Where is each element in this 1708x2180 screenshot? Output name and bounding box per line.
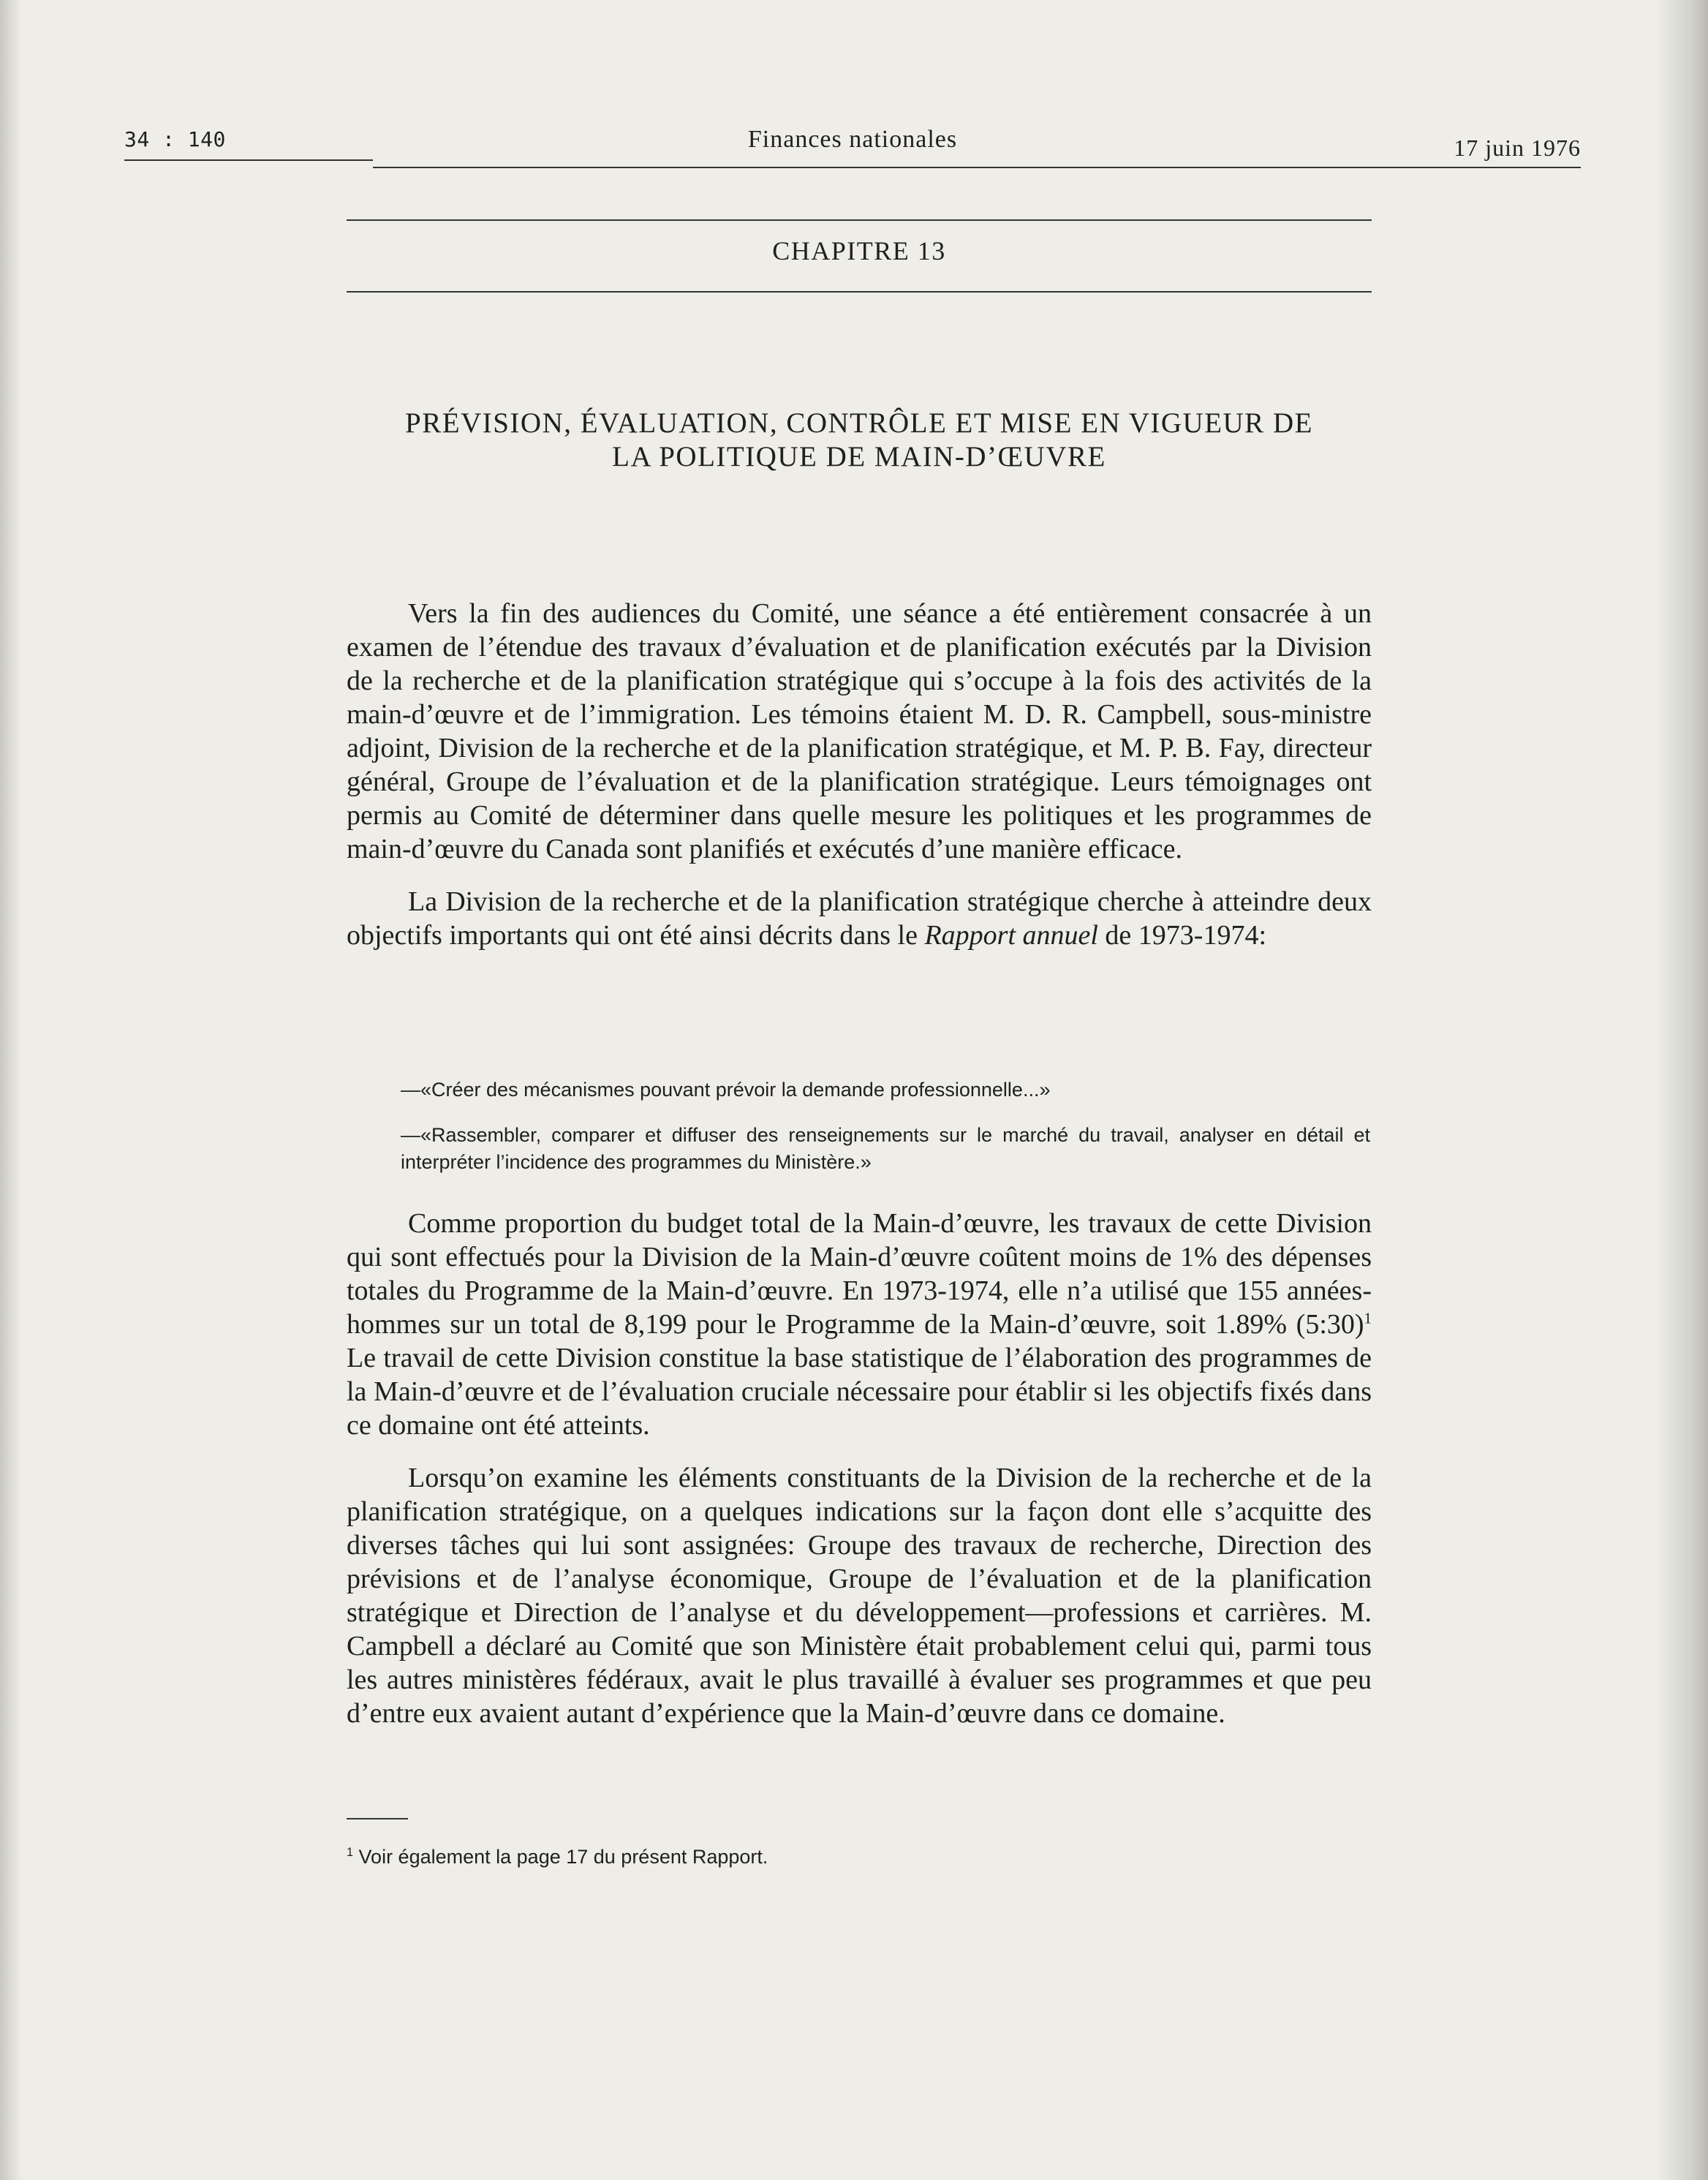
footnote-marker: 1 [347,1846,354,1859]
header-rule-long [373,167,1581,168]
page-right-edge-shadow [1657,0,1708,2180]
chapter-title [347,407,1372,474]
paragraph-2-text-start: La Division de la recherche et de la planification stratégique cherche à atteindre deux objectifs importants qui ont été ainsi décrits dans le [347,886,1372,951]
page-left-edge-shadow [0,0,22,2180]
report-title-italic: Rapport annuel [924,920,1098,951]
running-header [124,124,1581,171]
chapter-label: CHAPITRE 13 [772,236,946,265]
paragraph-3-text-end: Le travail de cette Division constitue la base statistique de l’élaboration des programmes de la Main-d’œuvre et de l’évaluation cruciale nécessaire pour établir si les objectifs fixés dans ce domaine ont été atteints. [347,1343,1372,1441]
body-section-2 [347,1207,1372,1749]
paragraph-1: Vers la fin des audiences du Comité, une séance a été entièrement consacrée à un examen de l’étendue des travaux d’évaluation et de planification exécutés par la Division de la recherche et de la planification stratégique qui s’occupe à la fois des activités de la main-d’œuvre et de l’immigration. Les témoins étaient M. D. R. Campbell, sous-ministre adjoint, Division de la recherche et de la planification stratégique, et M. P. B. Fay, directeur général, Groupe de l’évaluation et de la planification stratégique. Leurs témoignages ont permis au Comité de déterminer dans quelle mesure les politiques et les programmes de main-d’œuvre du Canada sont planifiés et exécutés d’une manière efficace. [347,598,1372,864]
paragraph-3 [347,1207,1372,1442]
quote-2: —«Rassembler, comparer et diffuser des renseignements sur le marché du travail, analyser en détail et interpréter l’incidence des programmes du Ministère.» [401,1124,1370,1173]
footnote [347,1846,768,1868]
paragraph-4: Lorsqu’on examine les éléments constituants de la Division de la recherche et de la planification stratégique, on a quelques indications sur la façon dont elle s’acquitte des diverses tâches qui lui sont assignées: Groupe des travaux de recherche, Direction des prévisions et de l’analyse économique, Groupe de l’évaluation et de la planification stratégique et Direction de l’analyse et du développement—professions et carrières. M. Campbell a déclaré au Comité que son Ministère était probablement celui qui, parmi tous les autres ministères fédéraux, avait le plus travaillé à évaluer ses programmes et que peu d’entre eux avaient autant d’expérience que la Main-d’œuvre dans ce domaine. [347,1463,1372,1729]
body-section-1 [347,597,1372,971]
chapter-title-line-2: LA POLITIQUE DE MAIN-D’ŒUVRE [612,441,1106,472]
page-reference: 34 : 140 [124,127,226,151]
paragraph-2 [347,885,1372,952]
paragraph-2-text-end: de 1973-1974: [1105,920,1266,951]
quote-1: —«Créer des mécanismes pouvant prévoir la demande professionnelle...» [401,1079,1051,1101]
header-rule-short [124,159,373,161]
header-date: 17 juin 1976 [1454,135,1581,161]
chapter-top-rule [347,219,1372,221]
header-title: Finances nationales [747,126,958,153]
footnote-rule [347,1818,408,1819]
paragraph-3-text-start: Comme proportion du budget total de la Main-d’œuvre, les travaux de cette Division qui sont effectués pour la Division de la Main-d’œuvre coûtent moins de 1% des dépenses totales du Programme de la Main-d’œuvre. En 1973-1974, elle n’a utilisé que 155 années-hommes sur un total de 8,199 pour le Programme de la Main-d’œuvre, soit 1.89% (5:30) [347,1208,1372,1340]
chapter-bottom-rule [347,291,1372,293]
chapter-title-line-1: PRÉVISION, ÉVALUATION, CONTRÔLE ET MISE EN VIGUEUR DE [405,407,1313,439]
footnote-reference: 1 [1364,1309,1372,1327]
footnote-text: Voir également la page 17 du présent Rapport. [358,1846,768,1868]
